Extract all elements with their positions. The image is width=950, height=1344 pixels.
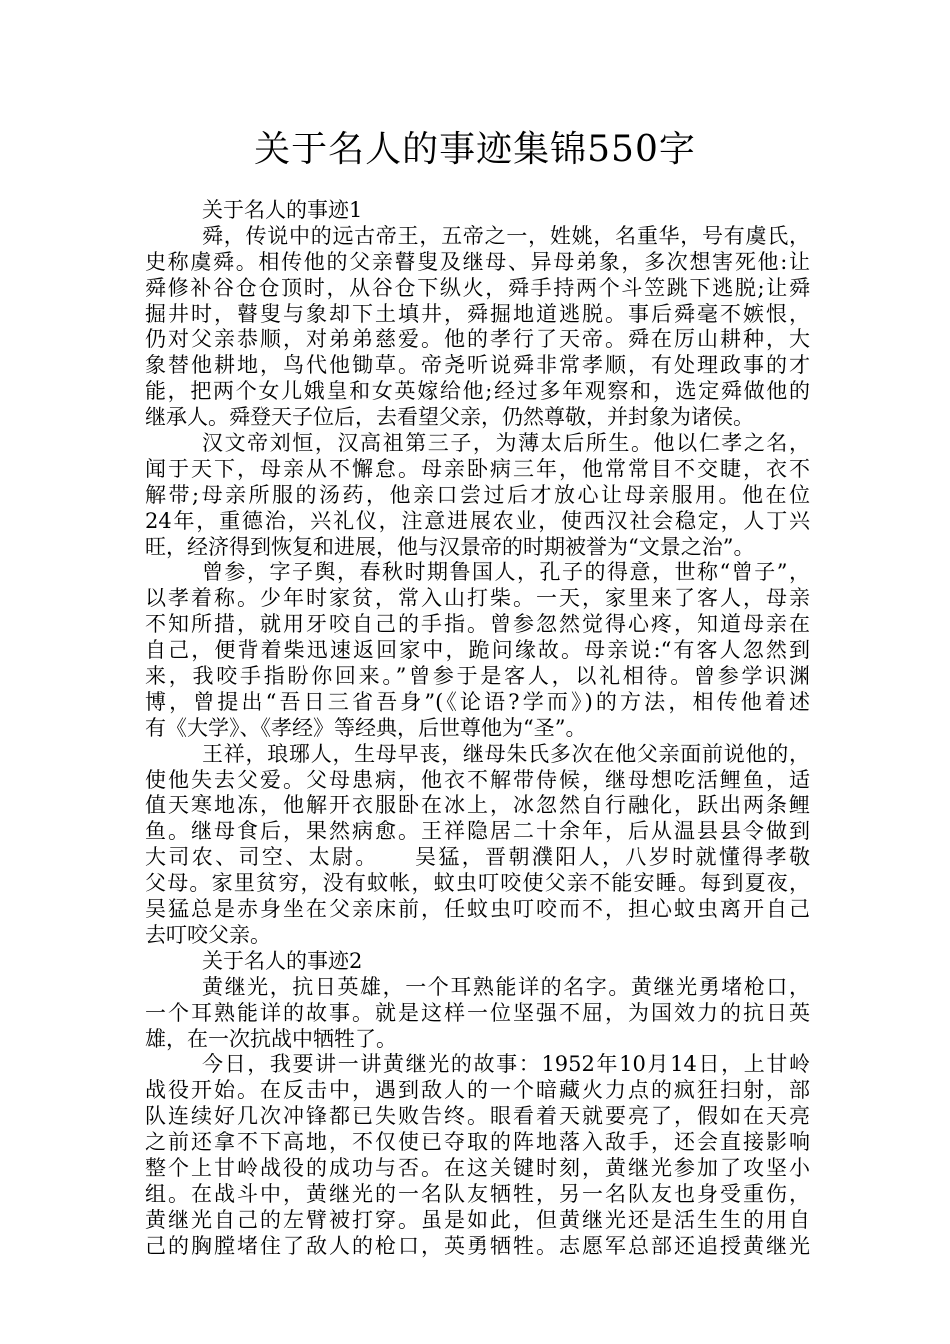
section-heading: 关于名人的事迹2 [202, 948, 363, 973]
paragraph-line: 黄继光自己的左臂被打穿。虽是如此，但黄继光还是活生生的用自 [145, 1207, 810, 1232]
paragraph-line: 王祥，琅琊人，生母早丧，继母朱氏多次在他父亲面前说他的， [202, 741, 810, 766]
document-body [145, 198, 810, 1260]
paragraph-line: 队连续好几次冲锋都已失败告终。眼看着天就要亮了，假如在天亮 [145, 1104, 810, 1129]
paragraph-line: 自己，便背着柴迅速返回家中，跪问缘故。母亲说:“有客人忽然到 [145, 638, 810, 663]
paragraph-line: 来，我咬手指盼你回来。”曾参于是客人，以礼相待。曾参学识渊 [145, 664, 810, 689]
section-heading: 关于名人的事迹1 [202, 198, 363, 222]
paragraph-line: 己的胸膛堵住了敌人的枪口，英勇牺牲。志愿军总部还追授黄继光 [145, 1233, 810, 1258]
paragraph-line: 值天寒地冻，他解开衣服卧在冰上，冰忽然自行融化，跃出两条鲤 [145, 793, 810, 818]
paragraph-line: 去叮咬父亲。 [145, 922, 271, 947]
paragraph-line: 吴猛总是赤身坐在父亲床前，任蚊虫叮咬而不，担心蚊虫离开自己 [145, 897, 810, 922]
paragraph-line: 使他失去父爱。父母患病，他衣不解带侍候，继母想吃活鲤鱼，适 [145, 767, 810, 792]
paragraph-line: 黄继光，抗日英雄，一个耳熟能详的名字。黄继光勇堵枪口， [202, 974, 810, 999]
paragraph-line: 整个上甘岭战役的成功与否。在这关键时刻，黄继光参加了攻坚小 [145, 1155, 810, 1180]
paragraph-line: 鱼。继母食后，果然病愈。王祥隐居二十余年，后从温县县令做到 [145, 819, 810, 844]
paragraph-line: 一个耳熟能详的故事。就是这样一位坚强不屈，为国效力的抗日英 [145, 1000, 810, 1025]
paragraph-line: 史称虞舜。相传他的父亲瞽叟及继母、异母弟象，多次想害死他:让 [145, 249, 810, 274]
paragraph-line: 组。在战斗中，黄继光的一名队友牺牲，另一名队友也身受重伤， [145, 1181, 810, 1206]
paragraph-line: 继承人。舜登天子位后，去看望父亲，仍然尊敬，并封象为诸侯。 [145, 405, 754, 430]
paragraph-line: 汉文帝刘恒，汉高祖第三子，为薄太后所生。他以仁孝之名， [202, 431, 810, 456]
paragraph-line: 仍对父亲恭顺，对弟弟慈爱。他的孝行了天帝。舜在厉山耕种，大 [145, 327, 810, 352]
paragraph-line: 战役开始。在反击中，遇到敌人的一个暗藏火力点的疯狂扫射，部 [145, 1078, 810, 1103]
paragraph-line: 闻于天下，母亲从不懈怠。母亲卧病三年，他常常目不交睫，衣不 [145, 456, 810, 481]
paragraph-line: 博，曾提出“吾日三省吾身”(《论语?学而》)的方法，相传他着述 [145, 689, 810, 714]
paragraph-line: 以孝着称。少年时家贫，常入山打柴。一天，家里来了客人，母亲 [145, 586, 810, 611]
paragraph-line: 象替他耕地，鸟代他锄草。帝尧听说舜非常孝顺，有处理政事的才 [145, 353, 810, 378]
paragraph-line: 解带;母亲所服的汤药，他亲口尝过后才放心让母亲服用。他在位 [145, 482, 810, 507]
paragraph-line: 之前还拿不下高地，不仅使已夺取的阵地落入敌手，还会直接影响 [145, 1130, 810, 1155]
paragraph-line: 父母。家里贫穷，没有蚊帐，蚊虫叮咬使父亲不能安睡。每到夏夜， [145, 871, 810, 896]
paragraph-line: 不知所措，就用牙咬自己的手指。曾参忽然觉得心疼，知道母亲在 [145, 612, 810, 637]
paragraph-line: 舜修补谷仓仓顶时，从谷仓下纵火，舜手持两个斗笠跳下逃脱;让舜 [145, 275, 810, 300]
paragraph-line: 旺，经济得到恢复和进展，他与汉景帝的时期被誉为“文景之治”。 [145, 534, 755, 559]
paragraph-line: 掘井时，瞽叟与象却下土填井，舜掘地道逃脱。事后舜毫不嫉恨， [145, 301, 810, 326]
paragraph-line: 大司农、司空、太尉。 吴猛，晋朝濮阳人，八岁时就懂得孝敬 [145, 845, 810, 870]
paragraph-line: 24年，重德治，兴礼仪，注意进展农业，使西汉社会稳定，人丁兴 [145, 508, 810, 533]
paragraph-line: 今日，我要讲一讲黄继光的故事：1952年10月14日，上甘岭 [202, 1052, 810, 1077]
paragraph-line: 能，把两个女儿娥皇和女英嫁给他;经过多年观察和，选定舜做他的 [145, 379, 810, 404]
paragraph-line: 雄，在一次抗战中牺牲了。 [145, 1026, 397, 1051]
paragraph-line: 曾参，字子舆，春秋时期鲁国人，孔子的得意，世称“曾子”， [202, 560, 810, 585]
paragraph-line: 舜，传说中的远古帝王，五帝之一，姓姚，名重华，号有虞氏， [202, 223, 810, 248]
document-title: 关于名人的事迹集锦550字 [254, 129, 696, 170]
paragraph-line: 有《大学》、《孝经》等经典，后世尊他为“圣”。 [145, 715, 587, 740]
